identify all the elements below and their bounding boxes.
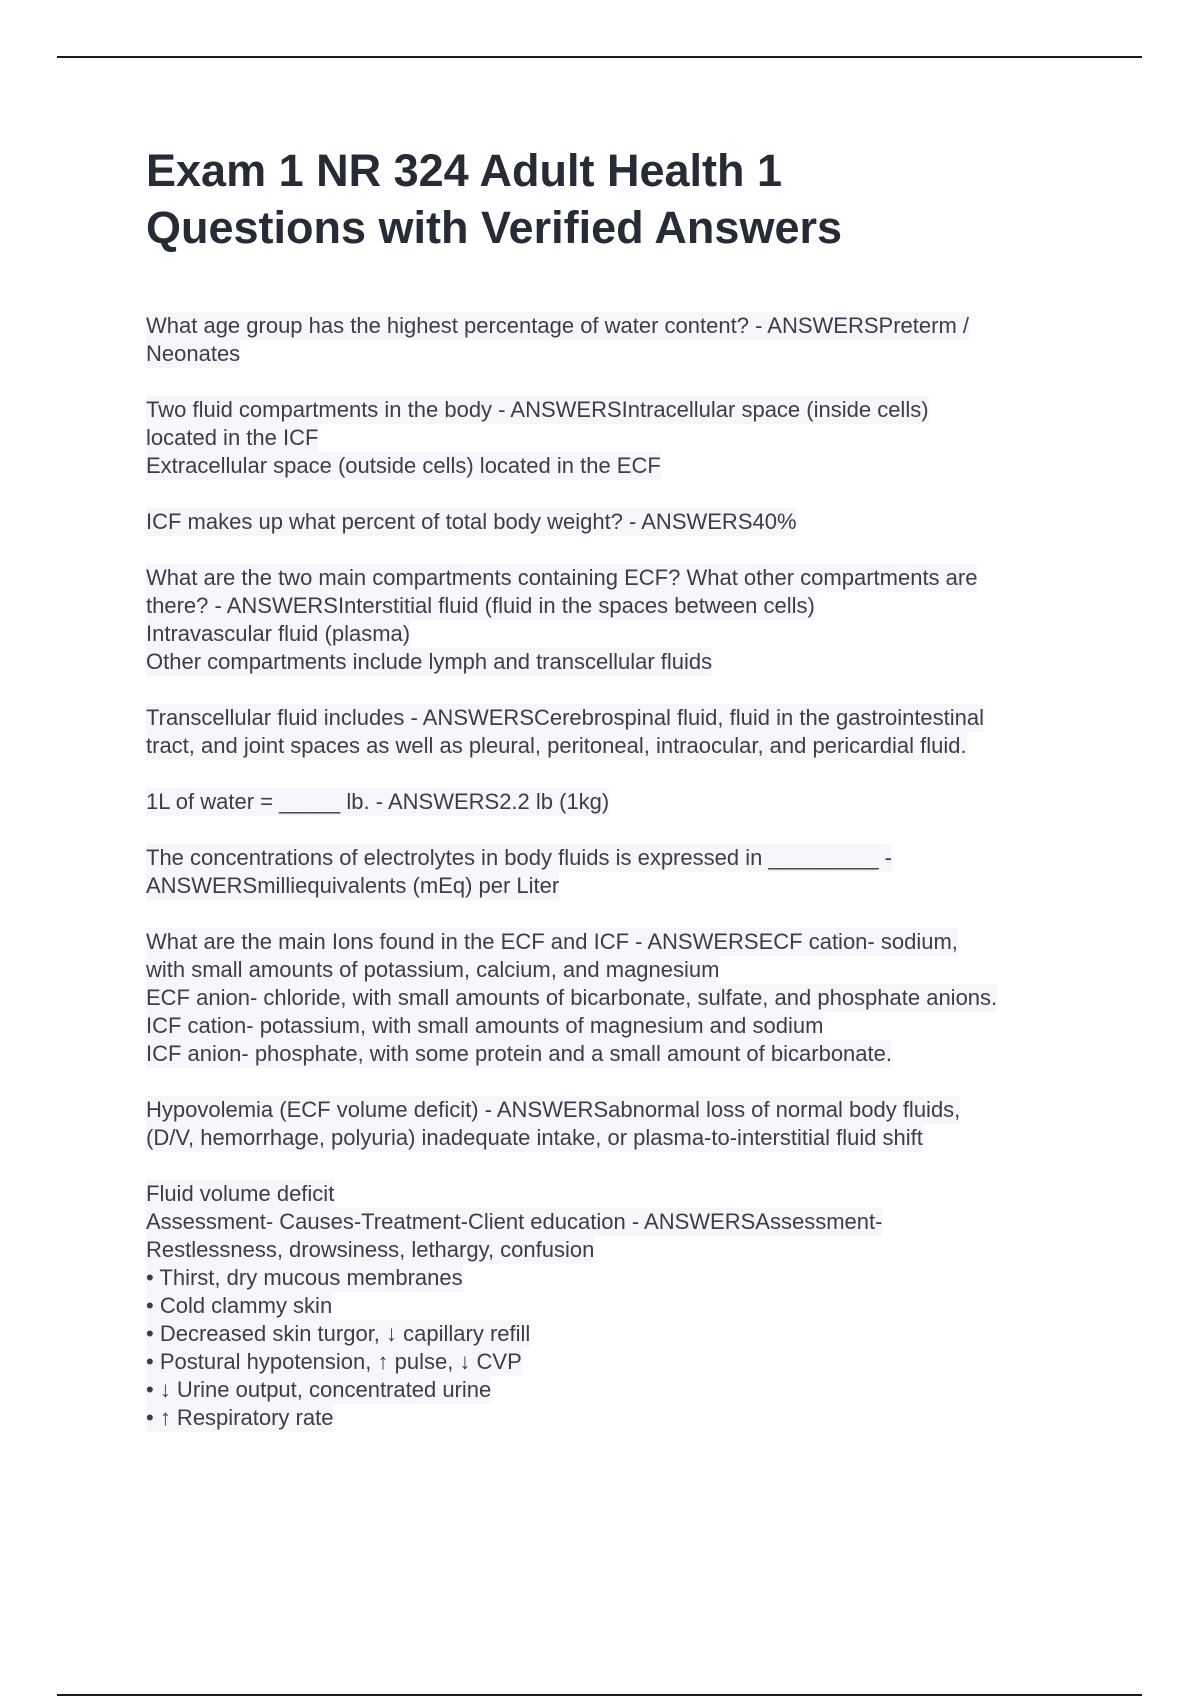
qa-answer-line: • Cold clammy skin [146, 1293, 333, 1318]
qa-list [146, 312, 1091, 1460]
qa-block [146, 1096, 1091, 1152]
qa-block [146, 1180, 1091, 1432]
qa-answer-line: Intravascular fluid (plasma) [146, 621, 411, 646]
qa-answer-line: ECF anion- chloride, with small amounts of bicarbonate, sulfate, and phosphate anions. [146, 985, 998, 1010]
qa-answer-line: • Thirst, dry mucous membranes [146, 1265, 463, 1290]
qa-answer-line: Assessment- Causes-Treatment-Client education - ANSWERSAssessment- [146, 1209, 883, 1234]
qa-answer-line: ICF anion- phosphate, with some protein and a small amount of bicarbonate. [146, 1041, 892, 1066]
qa-answer-line: Neonates [146, 341, 241, 366]
qa-answer-line: • Decreased skin turgor, ↓ capillary refill [146, 1321, 531, 1346]
bottom-rule [57, 1694, 1142, 1696]
qa-answer-line: tract, and joint spaces as well as pleural, peritoneal, intraocular, and pericardial fluid. [146, 733, 967, 758]
qa-answer-line: Other compartments include lymph and transcellular fluids [146, 649, 713, 674]
qa-answer-line: • ↓ Urine output, concentrated urine [146, 1377, 492, 1402]
qa-block [146, 928, 1091, 1068]
qa-question-line: Transcellular fluid includes - ANSWERSCerebrospinal fluid, fluid in the gastrointestinal [146, 705, 985, 730]
qa-question-line: Hypovolemia (ECF volume deficit) - ANSWERSabnormal loss of normal body fluids, [146, 1097, 961, 1122]
qa-answer-line: Restlessness, drowsiness, lethargy, confusion [146, 1237, 595, 1262]
qa-answer-line: ANSWERSmilliequivalents (mEq) per Liter [146, 873, 560, 898]
qa-block [146, 396, 1091, 480]
qa-block [146, 844, 1091, 900]
qa-question-line: What age group has the highest percentage of water content? - ANSWERSPreterm / [146, 313, 969, 338]
document-title [146, 142, 1066, 256]
top-rule [57, 56, 1142, 58]
qa-question-line: 1L of water = _____ lb. - ANSWERS2.2 lb (1kg) [146, 789, 610, 814]
qa-answer-line: ICF cation- potassium, with small amounts of magnesium and sodium [146, 1013, 824, 1038]
qa-question-line: The concentrations of electrolytes in body fluids is expressed in _________ - [146, 845, 892, 870]
qa-question-line: What are the two main compartments containing ECF? What other compartments are [146, 565, 978, 590]
qa-answer-line: Extracellular space (outside cells) located in the ECF [146, 453, 661, 478]
qa-block [146, 788, 1091, 816]
qa-block [146, 508, 1091, 536]
qa-answer-line: with small amounts of potassium, calcium, and magnesium [146, 957, 720, 982]
qa-answer-line: located in the ICF [146, 425, 319, 450]
qa-block [146, 704, 1091, 760]
qa-answer-line: • Postural hypotension, ↑ pulse, ↓ CVP [146, 1349, 522, 1374]
qa-answer-line: • ↑ Respiratory rate [146, 1405, 334, 1430]
qa-answer-line: there? - ANSWERSInterstitial fluid (fluid in the spaces between cells) [146, 593, 815, 618]
qa-question-line: Two fluid compartments in the body - ANSWERSIntracellular space (inside cells) [146, 397, 929, 422]
qa-answer-line: (D/V, hemorrhage, polyuria) inadequate intake, or plasma-to-interstitial fluid shift [146, 1125, 923, 1150]
title-line: Questions with Verified Answers [146, 202, 843, 253]
title-line: Exam 1 NR 324 Adult Health 1 [146, 145, 783, 196]
qa-question-line: What are the main Ions found in the ECF and ICF - ANSWERSECF cation- sodium, [146, 929, 958, 954]
qa-question-line: ICF makes up what percent of total body weight? - ANSWERS40% [146, 509, 797, 534]
qa-block [146, 564, 1091, 676]
qa-question-line: Fluid volume deficit [146, 1181, 335, 1206]
qa-block [146, 312, 1091, 368]
